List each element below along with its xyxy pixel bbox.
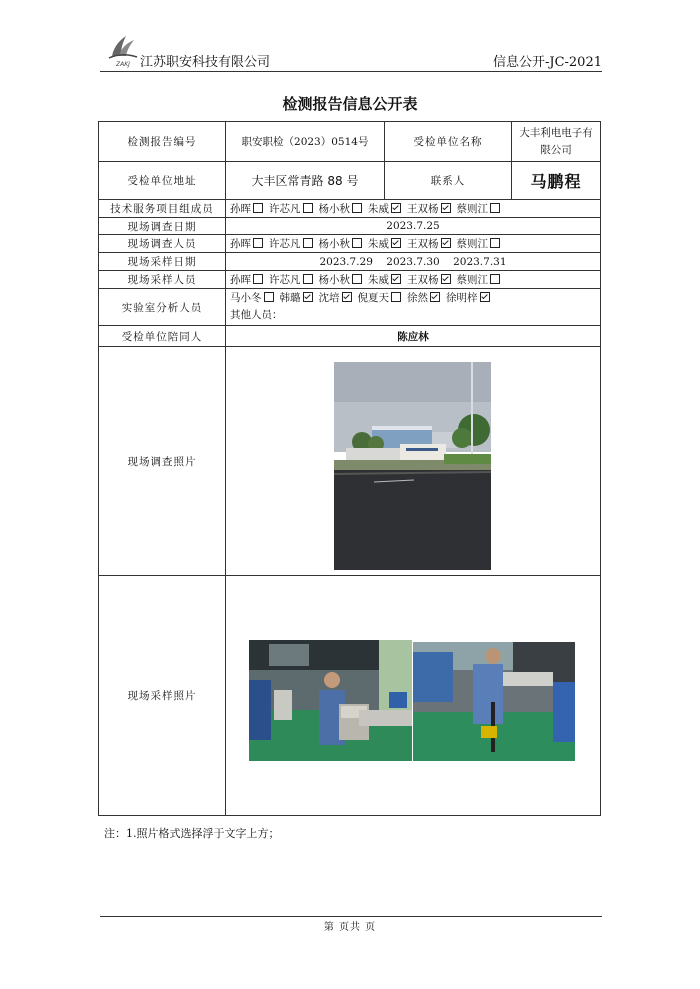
- address: 大丰区常青路 88 号: [226, 162, 385, 200]
- member-item: [269, 238, 319, 250]
- team-members: [226, 200, 601, 218]
- unchecked-box-icon: [391, 292, 401, 302]
- company-logo-icon: [106, 32, 140, 70]
- member-item: [319, 203, 369, 215]
- unchecked-box-icon: [352, 203, 362, 213]
- unchecked-box-icon: [264, 292, 274, 302]
- checked-box-icon: [441, 203, 451, 213]
- member-name: 朱威: [368, 238, 389, 250]
- page-footer: 第 页共 页: [323, 922, 377, 933]
- logo-text: ZAKJ: [116, 61, 130, 68]
- survey-staff-label: 现场调查人员: [99, 235, 226, 253]
- member-name: 朱威: [368, 274, 389, 286]
- member-name: 杨小秋: [318, 238, 350, 250]
- member-item: [407, 274, 457, 286]
- survey-staff: [226, 235, 601, 253]
- member-name: 许芯凡: [269, 238, 301, 250]
- member-name: 许芯凡: [269, 274, 301, 286]
- member-item: [407, 238, 457, 250]
- member-item: [280, 292, 319, 304]
- member-name: 徐然: [407, 292, 428, 304]
- note: 注：1.照片格式选择浮于文字上方；: [104, 827, 280, 840]
- member-item: [368, 238, 407, 250]
- checked-box-icon: [342, 292, 352, 302]
- document-code: 信息公开-JC-2021: [492, 55, 602, 70]
- survey-date: 2023.7.25: [226, 218, 601, 235]
- member-name: 孙晖: [230, 238, 251, 250]
- unchecked-box-icon: [490, 274, 500, 284]
- member-item: [457, 274, 507, 286]
- member-item: [368, 203, 407, 215]
- unchecked-box-icon: [303, 274, 313, 284]
- member-item: [230, 292, 280, 304]
- member-name: 王双杨: [407, 238, 439, 250]
- unit-name-label: 受检单位名称: [385, 122, 512, 162]
- member-name: 许芯凡: [269, 203, 301, 215]
- survey-photo: [334, 362, 491, 570]
- member-name: 倪夏天: [357, 292, 389, 304]
- unchecked-box-icon: [303, 238, 313, 248]
- lab-other: 其他人员：: [230, 309, 283, 321]
- escort-label: 受检单位陪同人: [99, 326, 226, 347]
- lab-staff: [226, 289, 601, 326]
- checked-box-icon: [303, 292, 313, 302]
- header-divider: [100, 71, 602, 72]
- page-header: [100, 38, 602, 72]
- member-item: [446, 292, 496, 304]
- page-title: 检测报告信息公开表: [282, 95, 418, 113]
- checked-box-icon: [391, 238, 401, 248]
- member-name: 沈培: [318, 292, 340, 304]
- contact-label: 联系人: [385, 162, 512, 200]
- checked-box-icon: [480, 292, 490, 302]
- member-name: 蔡则江: [456, 274, 488, 286]
- member-item: [319, 238, 369, 250]
- escort-name: 陈应林: [226, 326, 601, 347]
- member-item: [368, 274, 407, 286]
- company-name: 江苏职安科技有限公司: [140, 55, 271, 70]
- unchecked-box-icon: [352, 238, 362, 248]
- sampling-dates: [226, 253, 601, 271]
- member-item: [457, 238, 507, 250]
- unchecked-box-icon: [253, 274, 263, 284]
- sampling-photo-2: [413, 642, 575, 761]
- unchecked-box-icon: [490, 238, 500, 248]
- unchecked-box-icon: [490, 203, 500, 213]
- member-name: 徐明梓: [446, 292, 478, 304]
- member-name: 杨小秋: [318, 203, 350, 215]
- member-name: 杨小秋: [318, 274, 350, 286]
- member-name: 蔡则江: [456, 203, 488, 215]
- checked-box-icon: [441, 238, 451, 248]
- address-label: 受检单位地址: [99, 162, 226, 200]
- member-name: 王双杨: [407, 203, 439, 215]
- contact-name: 马鹏程: [512, 162, 601, 200]
- sampling-staff-label: 现场采样人员: [99, 271, 226, 289]
- member-name: 马小冬: [230, 292, 262, 304]
- sampling-staff: [226, 271, 601, 289]
- member-item: [457, 203, 507, 215]
- unchecked-box-icon: [352, 274, 362, 284]
- unit-name: 大丰利电电子有限公司: [512, 122, 601, 162]
- unchecked-box-icon: [253, 203, 263, 213]
- sampling-photo-1: [249, 640, 412, 761]
- member-name: 韩璐: [279, 292, 301, 304]
- checked-box-icon: [391, 274, 401, 284]
- member-item: [230, 238, 269, 250]
- checked-box-icon: [441, 274, 451, 284]
- report-no: 职安职检（2023）0514号: [226, 122, 385, 162]
- sampling-date-label: 现场采样日期: [99, 253, 226, 271]
- member-item: [230, 274, 269, 286]
- member-name: 孙晖: [230, 274, 251, 286]
- unchecked-box-icon: [253, 238, 263, 248]
- report-no-label: 检测报告编号: [99, 122, 226, 162]
- member-name: 朱威: [368, 203, 389, 215]
- checked-box-icon: [430, 292, 440, 302]
- team-label: 技术服务项目组成员: [99, 200, 226, 218]
- unchecked-box-icon: [303, 203, 313, 213]
- lab-staff-list: [230, 290, 596, 307]
- survey-photo-label: 现场调查照片: [99, 347, 226, 576]
- member-item: [269, 203, 319, 215]
- sampling-date-1: 2023.7.29: [319, 255, 373, 268]
- sampling-date-3: 2023.7.31: [453, 255, 507, 268]
- member-item: [407, 203, 457, 215]
- survey-date-label: 现场调查日期: [99, 218, 226, 235]
- member-item: [230, 203, 269, 215]
- member-item: [269, 274, 319, 286]
- member-name: 孙晖: [230, 203, 251, 215]
- member-item: [319, 292, 358, 304]
- lab-label: 实验室分析人员: [99, 289, 226, 326]
- sampling-photo-label: 现场采样照片: [99, 576, 226, 816]
- member-item: [358, 292, 408, 304]
- member-name: 王双杨: [407, 274, 439, 286]
- sampling-date-2: 2023.7.30: [386, 255, 440, 268]
- footer-divider: [100, 916, 602, 917]
- checked-box-icon: [391, 203, 401, 213]
- member-item: [407, 292, 446, 304]
- member-name: 蔡则江: [456, 238, 488, 250]
- member-item: [319, 274, 369, 286]
